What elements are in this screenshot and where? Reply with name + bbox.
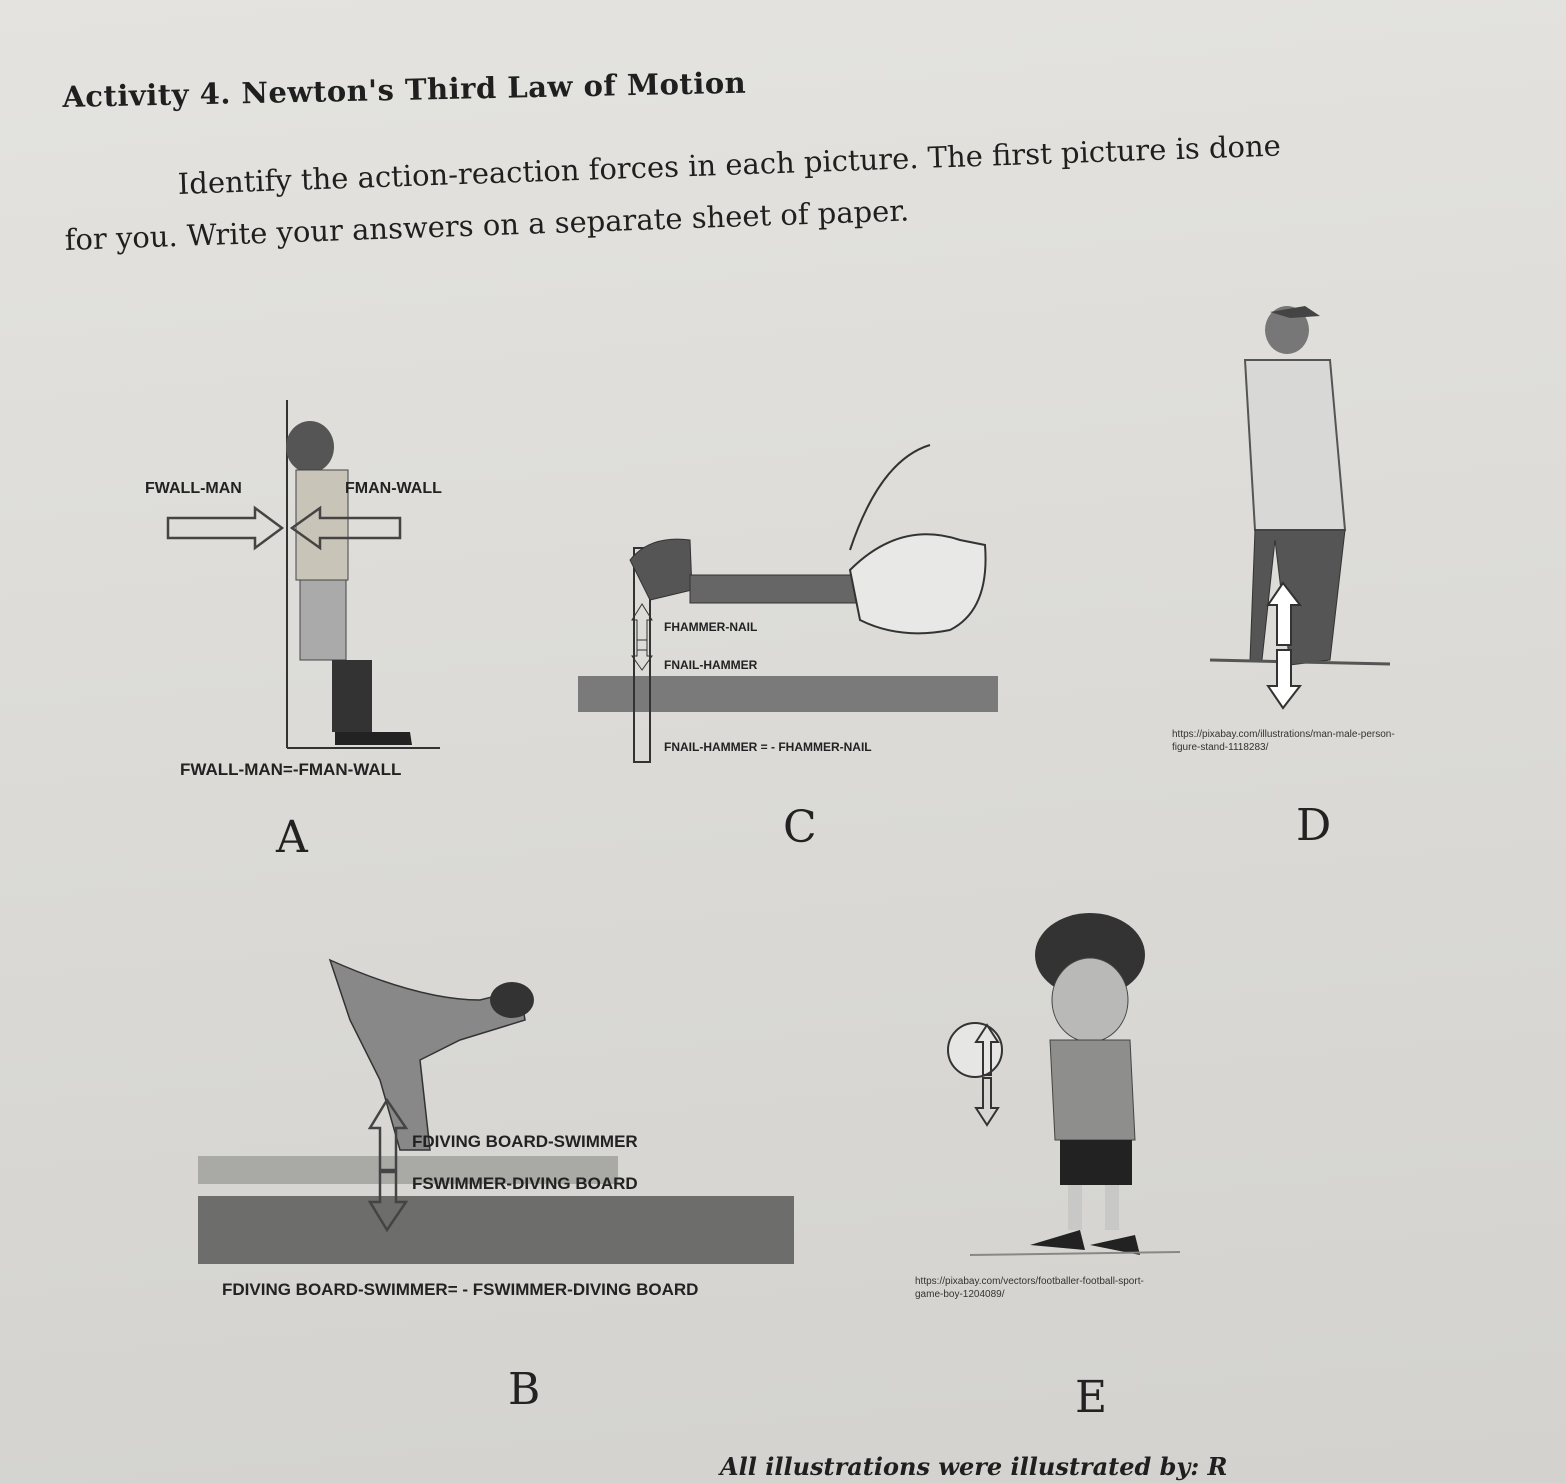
figure-a-letter: A (276, 812, 308, 863)
figure-b-equation: FDIVING BOARD-SWIMMER= - FSWIMMER-DIVING BOARD (222, 1280, 699, 1299)
figure-c-label-hammer-nail: FHAMMER-NAIL (664, 620, 758, 634)
figure-a-label-man-wall: FMAN-WALL (345, 480, 442, 497)
figure-d-credit (1172, 728, 1395, 754)
figure-c-equation: FNAIL-HAMMER = - FHAMMER-NAIL (664, 740, 872, 754)
figure-d-letter: D (1296, 800, 1332, 851)
activity-title: Activity 4. Newton's Third Law of Motion (62, 65, 747, 114)
figure-b-label-diving-board-swimmer: FDIVING BOARD-SWIMMER (412, 1132, 638, 1151)
figure-b-drawing (198, 960, 794, 1264)
figure-e-credit-line-2: game-boy-1204089/ (915, 1289, 1005, 1300)
figure-c-letter: C (783, 802, 817, 853)
figure-d-credit-line-2: figure-stand-1118283/ (1172, 742, 1269, 753)
illustration-credit-footer: All illustrations were illustrated by: R (720, 1452, 1228, 1481)
figure-d-drawing (1210, 306, 1390, 708)
figure-e-letter: E (1075, 1372, 1108, 1423)
figure-c-label-nail-hammer: FNAIL-HAMMER (664, 658, 758, 672)
instructions-line-1: Identify the action-reaction forces in each picture. The first picture is done (177, 128, 1282, 201)
figure-e-credit-line-1: https://pixabay.com/vectors/footballer-football-sport- (915, 1276, 1144, 1287)
figure-e-credit (915, 1275, 1144, 1301)
instructions-line-2: for you. Write your answers on a separate sheet of paper. (64, 193, 910, 257)
figure-a-equation: FWALL-MAN=-FMAN-WALL (180, 760, 402, 779)
figure-e-drawing (948, 913, 1180, 1255)
figure-b-label-swimmer-diving-board: FSWIMMER-DIVING BOARD (412, 1174, 638, 1193)
figure-b-letter: B (508, 1364, 541, 1415)
figure-c-drawing (578, 445, 998, 762)
figure-d-credit-line-1: https://pixabay.com/illustrations/man-male-person- (1172, 729, 1395, 740)
figure-a-drawing (168, 400, 440, 748)
figure-a-label-wall-man: FWALL-MAN (145, 480, 242, 497)
